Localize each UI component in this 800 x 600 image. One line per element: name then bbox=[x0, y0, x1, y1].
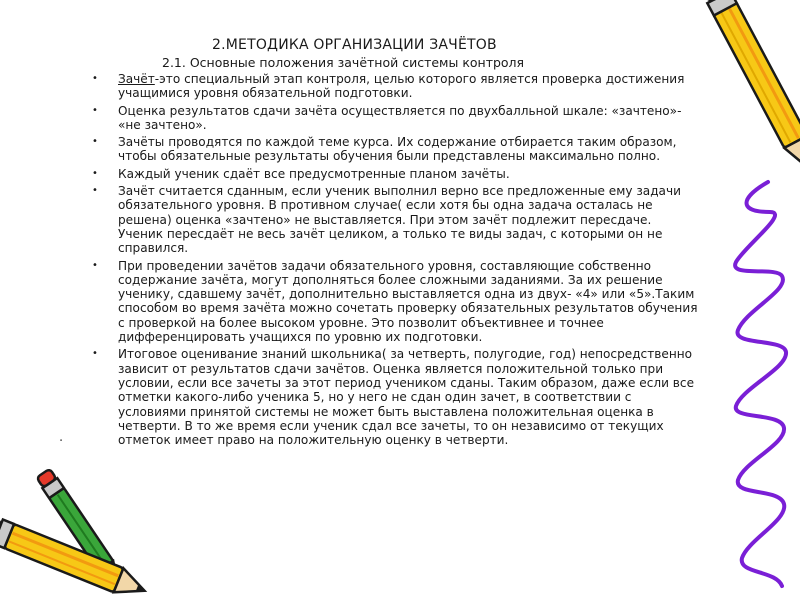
list-item-text: Зачёт считается сданным, если ученик выполнил верно все предложенные ему задачи обязательного уровня. В противном случае( если хотя бы одна задача осталась не решена) оценка «зачтено» не выставляется. При этом зачёт подлежит пересдаче. Ученик пересдаёт не весь зачёт целиком, а только те виды задач, с которыми он не справился. bbox=[118, 184, 681, 256]
slide-subtitle: 2.1. Основные положения зачётной системы контроля bbox=[162, 55, 525, 70]
list-item bbox=[92, 104, 698, 133]
bullet-glyph: • bbox=[92, 136, 98, 148]
list-item-text: Оценка результатов сдачи зачёта осуществляется по двухбалльной шкале: «зачтено»- «не зачтено». bbox=[118, 103, 682, 132]
stray-dot: · bbox=[59, 434, 64, 449]
list-item bbox=[92, 259, 698, 345]
slide-title: 2.МЕТОДИКА ОРГАНИЗАЦИИ ЗАЧЁТОВ bbox=[212, 37, 497, 53]
list-item-text: Зачёты проводятся по каждой теме курса. Их содержание отбирается таким образом, чтобы обязательные результаты обучения были представлены максимально полно. bbox=[118, 135, 677, 164]
list-item bbox=[92, 72, 698, 101]
bullet-glyph: • bbox=[92, 167, 98, 179]
list-item bbox=[92, 347, 698, 447]
bullet-glyph: • bbox=[92, 348, 98, 360]
bullet-glyph: • bbox=[92, 104, 98, 116]
term-zachet: Зачёт bbox=[118, 72, 155, 86]
list-item bbox=[92, 167, 698, 181]
bullet-glyph: • bbox=[92, 73, 98, 84]
list-item-text: Итоговое оценивание знаний школьника( за четверть, полугодие, год) непосредственно зависит от результатов сдачи зачётов. Оценка является положительной только при условии, если все зачеты за этот период учеником сданы. Таким образом, даже если все отметки какого-либо ученика 5, но у него не сдан один зачет, в соответствии с условиями принятой системы не может быть выставлена положительная оценка в четверти. В то же время если ученик сдал все зачеты, то он независимо от текущих отметок имеет право на положительную оценку в четверти. bbox=[118, 347, 695, 448]
bullet-glyph: • bbox=[92, 185, 98, 197]
list-item-text: Каждый ученик сдаёт все предусмотренные планом зачёты. bbox=[118, 166, 510, 181]
list-item bbox=[92, 135, 698, 164]
list-item-text: При проведении зачётов задачи обязательного уровня, составляющие собственно содержание зачёта, могут дополняться более сложными заданиями. За их решение ученику, сдавшему зачёт, дополнительно выставляется одна из двух- «4» или «5».Таким способом во время зачёта можно сочетать проверку обязательных результатов обучения с проверкой на более высоком уровне. Это позволит объективнее и точнее дифференцировать учащихся по уровню их подготовки. bbox=[118, 258, 698, 345]
bullet-glyph: • bbox=[92, 259, 98, 271]
list-item bbox=[92, 184, 698, 255]
bullet-list bbox=[92, 72, 698, 450]
list-item-text: -это специальный этап контроля, целью которого является проверка достижения учащимися уровня обязательной подготовки. bbox=[118, 72, 685, 101]
